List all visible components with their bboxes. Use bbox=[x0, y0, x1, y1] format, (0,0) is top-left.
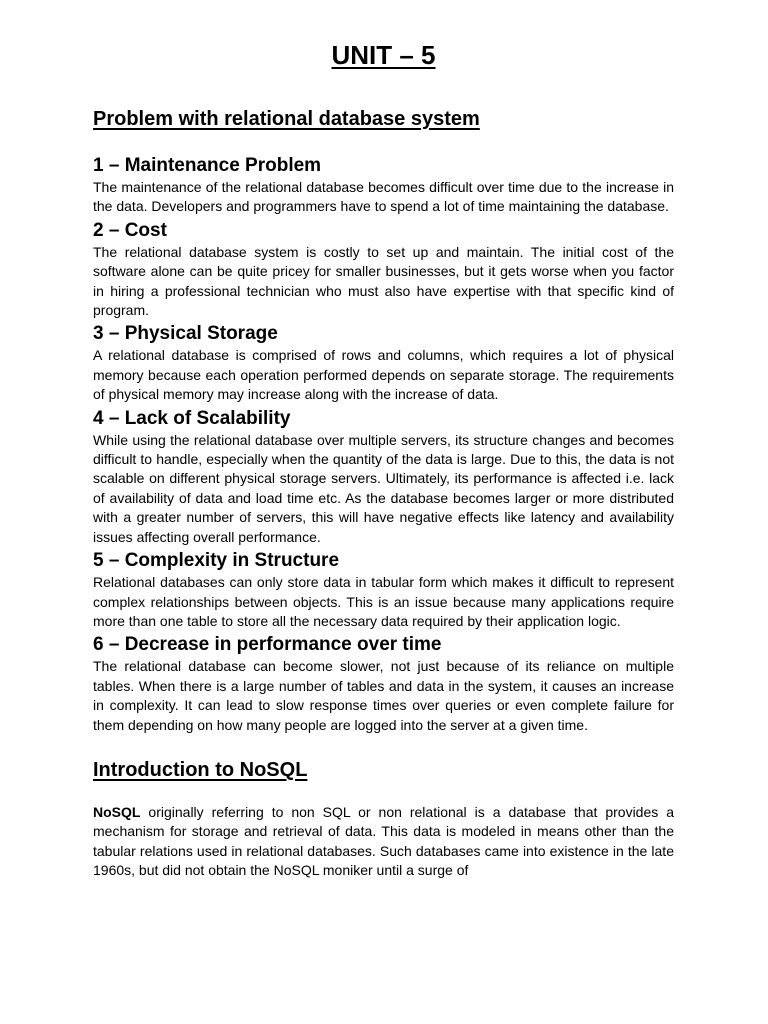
problem-2-heading: 2 – Cost bbox=[93, 219, 167, 241]
problem-1-heading: 1 – Maintenance Problem bbox=[93, 155, 322, 176]
problem-1-body: The maintenance of the relational database becomes difficult over time due to the increase in the data. Developers and programmers have to spend a lot of time maintaining the database. bbox=[93, 179, 674, 215]
problem-4-heading: 4 – Lack of Scalability bbox=[93, 407, 291, 429]
nosql-intro-text: originally referring to non SQL or non relational is a database that provides a mechanism for storage and retrieval of data. This data is modeled in means other than the tabular relations used in relational databases. Such databases came into existence in the late 1960s, but did not obtain the NoSQL moniker until a surge of bbox=[93, 803, 674, 879]
nosql-term: NoSQL bbox=[93, 803, 141, 820]
problem-6-heading: 6 – Decrease in performance over time bbox=[93, 634, 442, 656]
unit-title: UNIT – 5 bbox=[331, 40, 436, 70]
problems-section-heading: Problem with relational database system bbox=[93, 108, 480, 130]
problem-3-heading: 3 – Physical Storage bbox=[93, 323, 278, 345]
problem-3-body: A relational database is comprised of rows and columns, which requires a lot of physical memory because each operation performed depends on separate storage. The requirements of physical memory may increase along with the increase of data. bbox=[93, 347, 674, 403]
problem-2-body: The relational database system is costly to set up and maintain. The initial cost of the software alone can be quite pricey for smaller businesses, but it gets worse when you factor in hiring a professional technician who must also have expertise with that specific kind of program. bbox=[93, 243, 674, 319]
problem-4-body: While using the relational database over multiple servers, its structure changes and becomes difficult to handle, especially when the quantity of the data is large. Due to this, the data is not scalable on different physical storage servers. Ultimately, its performance is affected i.e. lack of availability of data and load time etc. As the database becomes larger or more distributed with a greater number of servers, this will have negative effects like latency and availability issues affecting overall performance. bbox=[93, 431, 674, 545]
nosql-section-heading: Introduction to NoSQL bbox=[93, 758, 308, 781]
nosql-intro-paragraph bbox=[93, 803, 674, 881]
problem-5-heading: 5 – Complexity in Structure bbox=[93, 550, 340, 572]
problem-6-body: The relational database can become slower, not just because of its reliance on multiple tables. When there is a large number of tables and data in the system, it causes an increase in complexity. It can lead to slow response times over queries or even complete failure for them depending on how many people are logged into the server at a given time. bbox=[93, 658, 674, 733]
problem-5-body: Relational databases can only store data in tabular form which makes it difficult to represent complex relationships between objects. This is an issue because many applications require more than one table to store all the necessary data required by their application logic. bbox=[93, 574, 674, 629]
